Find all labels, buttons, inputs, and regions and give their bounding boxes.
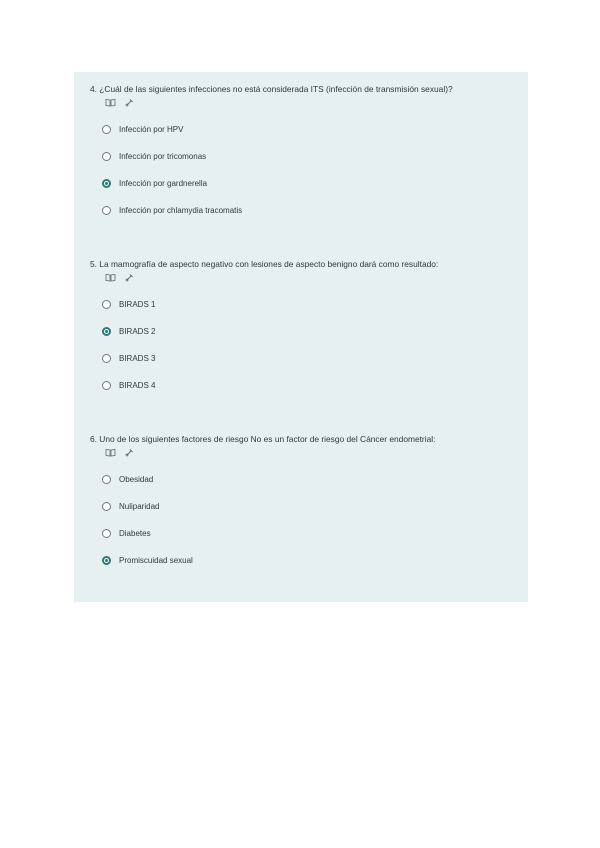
option-chlamydia[interactable] <box>102 197 520 224</box>
radio-button[interactable] <box>102 381 111 390</box>
option-diabetes[interactable] <box>102 520 520 547</box>
question-title: 4. ¿Cuál de las siguientes infecciones no está considerada ITS (infección de transmisión sexual)? <box>90 84 453 94</box>
immersive-reader-icon[interactable] <box>105 98 116 107</box>
option-birads-1[interactable] <box>102 291 520 318</box>
option-hpv[interactable] <box>102 116 520 143</box>
question-6 <box>90 434 520 574</box>
hint-icon[interactable] <box>125 273 134 282</box>
question-title: 6. Uno de los siguientes factores de riesgo No es un factor de riesgo del Cáncer endometrial: <box>90 434 436 444</box>
radio-button-selected[interactable] <box>102 327 111 336</box>
option-label: BIRADS 1 <box>119 300 156 309</box>
question-5 <box>90 259 520 399</box>
hint-icon[interactable] <box>125 98 134 107</box>
question-4 <box>90 84 520 224</box>
option-label: Promiscuidad sexual <box>119 556 193 565</box>
option-label: Infección por chlamydia tracomatis <box>119 206 243 215</box>
option-gardnerella[interactable] <box>102 170 520 197</box>
option-label: Obesidad <box>119 475 154 484</box>
radio-button[interactable] <box>102 125 111 134</box>
option-tricomonas[interactable] <box>102 143 520 170</box>
immersive-reader-icon[interactable] <box>105 448 116 457</box>
immersive-reader-icon[interactable] <box>105 273 116 282</box>
option-label: BIRADS 3 <box>119 354 156 363</box>
radio-button[interactable] <box>102 152 111 161</box>
option-label: Nuliparidad <box>119 502 160 511</box>
radio-button[interactable] <box>102 475 111 484</box>
option-label: Infección por HPV <box>119 125 184 134</box>
hint-icon[interactable] <box>125 448 134 457</box>
quiz-panel <box>74 72 528 602</box>
option-birads-3[interactable] <box>102 345 520 372</box>
option-label: Infección por tricomonas <box>119 152 207 161</box>
radio-button-selected[interactable] <box>102 179 111 188</box>
option-label: BIRADS 4 <box>119 381 156 390</box>
question-title: 5. La mamografía de aspecto negativo con lesiones de aspecto benigno dará como resultado: <box>90 259 439 269</box>
radio-button[interactable] <box>102 206 111 215</box>
option-label: Infección por gardnerella <box>119 179 208 188</box>
option-obesidad[interactable] <box>102 466 520 493</box>
radio-button[interactable] <box>102 300 111 309</box>
option-birads-4[interactable] <box>102 372 520 399</box>
option-promiscuidad[interactable] <box>102 547 520 574</box>
radio-button-selected[interactable] <box>102 556 111 565</box>
radio-button[interactable] <box>102 354 111 363</box>
radio-button[interactable] <box>102 529 111 538</box>
option-label: BIRADS 2 <box>119 327 156 336</box>
option-birads-2[interactable] <box>102 318 520 345</box>
option-label: Diabetes <box>119 529 151 538</box>
radio-button[interactable] <box>102 502 111 511</box>
option-nuliparidad[interactable] <box>102 493 520 520</box>
